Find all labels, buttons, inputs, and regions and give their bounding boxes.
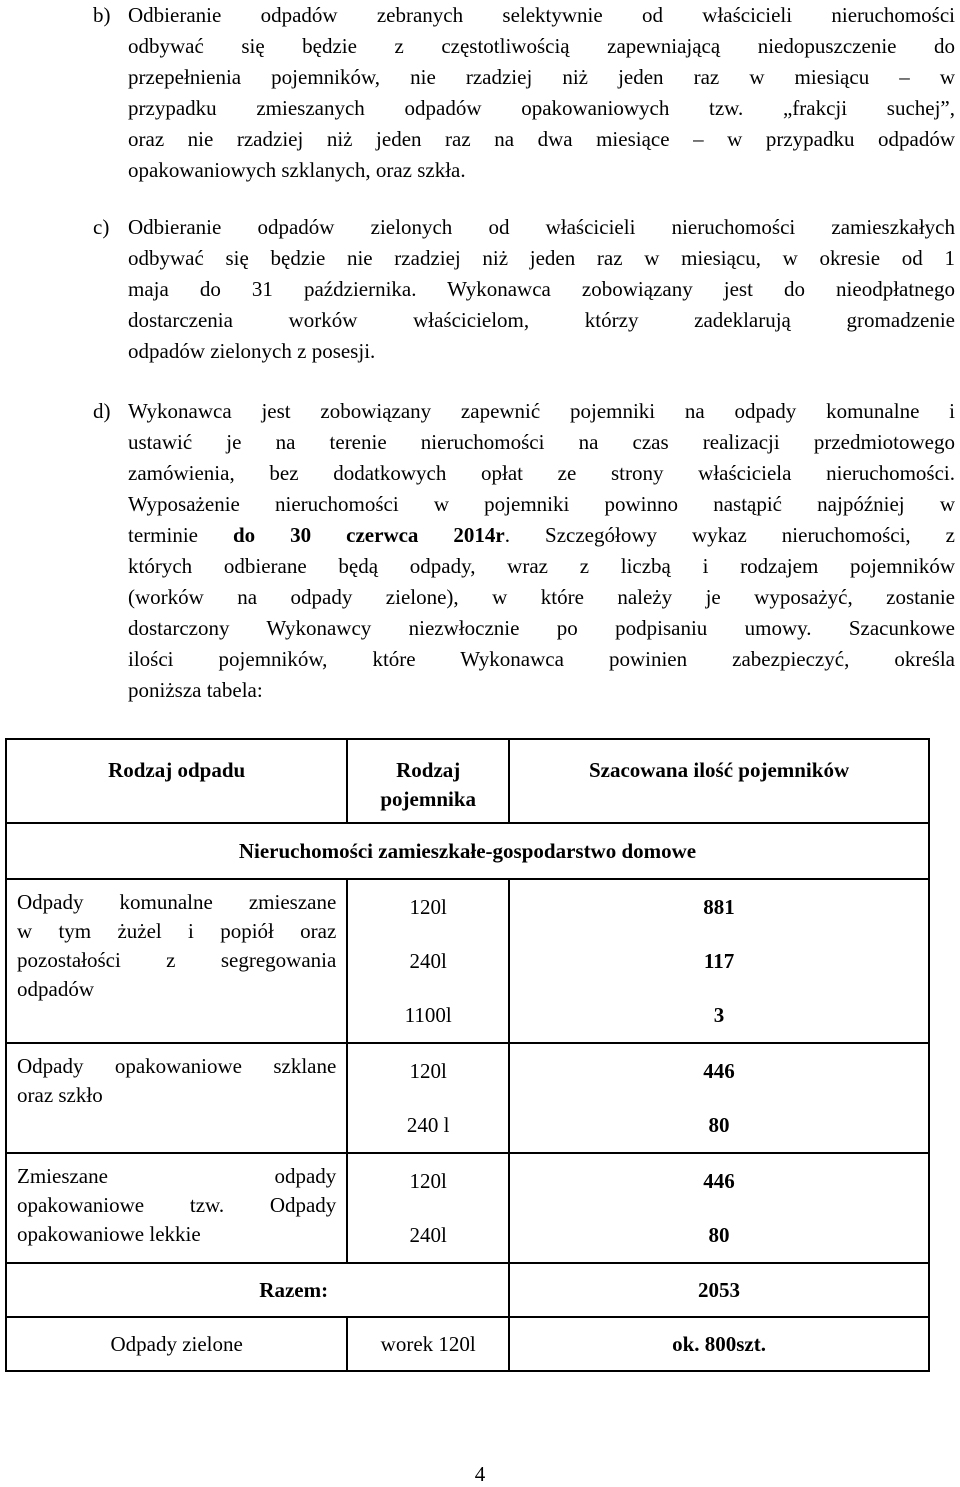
waste-name-line: pozostałości z segregowania: [17, 948, 337, 972]
table-row: [6, 1153, 929, 1263]
waste-name-cell: [6, 1043, 347, 1153]
paragraph-line: dostarczony Wykonawcy niezwłocznie po podpisaniu umowy. Szacunkowe: [128, 616, 955, 640]
table-header-row: [6, 739, 929, 823]
waste-name-cell: [6, 1153, 347, 1263]
paragraph-d-label: d): [93, 399, 111, 423]
paragraph-d-text: [128, 396, 955, 706]
green-waste-capacity: worek 120l: [347, 1317, 509, 1371]
capacity-cell: [347, 879, 509, 1043]
page-number: 4: [474, 1462, 486, 1486]
paragraph-line: zamówienia, bez dodatkowych opłat ze strony właściciela nieruchomości.: [128, 461, 955, 485]
count-value: 3: [713, 1002, 725, 1027]
paragraph-line: opakowaniowych szklanych, oraz szkła.: [128, 158, 466, 182]
paragraph-c-label: c): [93, 215, 110, 239]
total-value: 2053: [509, 1263, 929, 1317]
table-row: [6, 1043, 929, 1153]
paragraph-line: przypadku zmieszanych odpadów opakowaniowych tzw. „frakcji suchej”,: [128, 96, 955, 120]
total-label: Razem:: [6, 1263, 509, 1317]
capacity-cell: [347, 1043, 509, 1153]
capacity-value: 240 l: [406, 1112, 450, 1137]
capacity-value: 240l: [409, 1222, 447, 1247]
paragraph-line: Wykonawca jest zobowiązany zapewnić pojemniki na odpady komunalne i: [128, 399, 955, 423]
paragraph-line: Odbieranie odpadów zebranych selektywnie od właścicieli nieruchomości: [128, 3, 955, 27]
capacity-value: 120l: [409, 1058, 447, 1083]
paragraph-line: odbywać się będzie nie rzadziej niż jeden raz w miesiącu, w okresie od 1: [128, 246, 955, 270]
paragraph-b-text: [128, 0, 955, 186]
count-value: 80: [708, 1112, 730, 1137]
paragraph-line: poniższa tabela:: [128, 678, 263, 702]
waste-name-line: Odpady opakowaniowe szklane: [17, 1054, 337, 1078]
header-container-type: Rodzaj pojemnika: [347, 739, 509, 823]
waste-name-line: opakowaniowe lekkie: [17, 1222, 201, 1246]
count-cell: [509, 1043, 929, 1153]
paragraph-line: odbywać się będzie z częstotliwością zapewniającą niedopuszczenie do: [128, 34, 955, 58]
waste-name-line: Zmieszane odpady: [17, 1164, 337, 1188]
total-row: [6, 1263, 929, 1317]
capacity-value: 120l: [409, 894, 447, 919]
paragraph-text: terminie: [128, 523, 233, 547]
waste-name-line: odpadów: [17, 977, 94, 1001]
paragraph-c-text: [128, 212, 955, 367]
count-value: 881: [703, 894, 735, 919]
paragraph-line: ilości pojemników, które Wykonawca powinien zabezpieczyć, określa: [128, 647, 955, 671]
paragraph-line: dostarczenia worków właścicielom, którzy zadeklarują gromadzenie: [128, 308, 955, 332]
waste-name-cell: [6, 879, 347, 1043]
count-value: 80: [708, 1222, 730, 1247]
containers-table: [5, 738, 930, 1372]
paragraph-line: oraz nie rzadziej niż jeden raz na dwa miesiące – w przypadku odpadów: [128, 127, 955, 151]
paragraph-b: [93, 0, 955, 186]
paragraph-d: [93, 396, 955, 706]
paragraph-line: (worków na odpady zielone), w które należy je wyposażyć, zostanie: [128, 585, 955, 609]
paragraph-line: ustawić je na terenie nieruchomości na czas realizacji przedmiotowego: [128, 430, 955, 454]
paragraph-line: [128, 520, 955, 551]
paragraph-line: przepełnienia pojemników, nie rzadziej niż jeden raz w miesiącu – w: [128, 65, 955, 89]
capacity-cell: [347, 1153, 509, 1263]
green-waste-row: [6, 1317, 929, 1371]
green-waste-name: Odpady zielone: [6, 1317, 347, 1371]
paragraph-c: [93, 212, 955, 367]
count-value: 446: [703, 1058, 735, 1083]
section-title: Nieruchomości zamieszkałe-gospodarstwo domowe: [6, 823, 929, 879]
deadline-date: do 30 czerwca 2014r: [232, 523, 505, 547]
count-cell: [509, 879, 929, 1043]
table-section-row: [6, 823, 929, 879]
count-value: 117: [703, 948, 735, 973]
header-waste-type: Rodzaj odpadu: [6, 739, 347, 823]
header-estimated-count: Szacowana ilość pojemników: [509, 739, 929, 823]
count-value: 446: [703, 1168, 735, 1193]
paragraph-line: Odbieranie odpadów zielonych od właścicieli nieruchomości zamieszkałych: [128, 215, 955, 239]
paragraph-text: . Szczegółowy wykaz nieruchomości, z: [504, 523, 955, 547]
paragraph-b-label: b): [93, 3, 111, 27]
paragraph-line: Wyposażenie nieruchomości w pojemniki powinno nastąpić najpóźniej w: [128, 492, 955, 516]
capacity-value: 120l: [409, 1168, 447, 1193]
paragraph-line: maja do 31 października. Wykonawca zobowiązany jest do nieodpłatnego: [128, 277, 955, 301]
count-cell: [509, 1153, 929, 1263]
waste-name-line: opakowaniowe tzw. Odpady: [17, 1193, 337, 1217]
capacity-value: 240l: [409, 948, 447, 973]
waste-name-line: w tym żużel i popiół oraz: [17, 919, 337, 943]
waste-name-line: oraz szkło: [17, 1083, 103, 1107]
green-waste-count: ok. 800szt.: [509, 1317, 929, 1371]
capacity-value: 1100l: [404, 1002, 452, 1027]
table-row: [6, 879, 929, 1043]
paragraph-line: których odbierane będą odpady, wraz z liczbą i rodzajem pojemników: [128, 554, 955, 578]
waste-name-line: Odpady komunalne zmieszane: [17, 890, 337, 914]
paragraph-line: odpadów zielonych z posesji.: [128, 339, 376, 363]
